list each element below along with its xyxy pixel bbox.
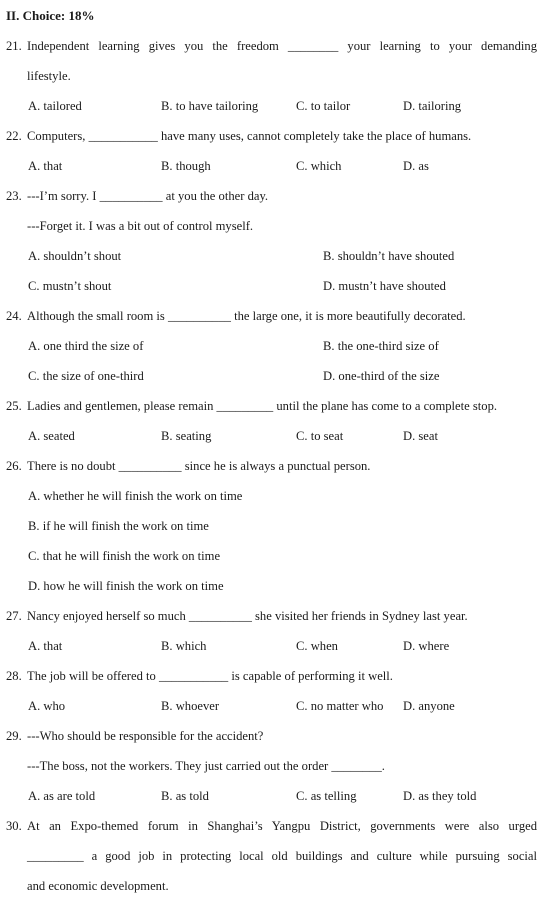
option-a[interactable]: A. that (28, 159, 63, 173)
option-d[interactable]: D. how he will finish the work on time (28, 579, 224, 593)
option-d[interactable]: D. anyone (403, 699, 455, 713)
option-c[interactable]: C. no matter who (296, 699, 384, 713)
question-number: 24. (6, 309, 22, 323)
question-number: 21. (6, 39, 22, 53)
option-d[interactable]: D. one-third of the size (323, 369, 440, 383)
option-b[interactable]: B. whoever (161, 699, 220, 713)
question-stem: ---Who should be responsible for the accident? (27, 729, 264, 743)
option-a[interactable]: A. shouldn’t shout (28, 249, 122, 263)
option-d[interactable]: D. tailoring (403, 99, 462, 113)
option-d[interactable]: D. as they told (403, 789, 477, 803)
option-b[interactable]: B. to have tailoring (161, 99, 259, 113)
question-stem: ---I’m sorry. I __________ at you the other day. (27, 189, 269, 203)
option-b[interactable]: B. as told (161, 789, 209, 803)
option-c[interactable]: C. to seat (296, 429, 344, 443)
option-d[interactable]: D. where (403, 639, 450, 653)
question-stem: At an Expo-themed forum in Shanghai’s Yangpu District, governments were also urged (27, 819, 537, 833)
option-a[interactable]: A. that (28, 639, 63, 653)
question-number: 25. (6, 399, 22, 413)
question-number: 26. (6, 459, 22, 473)
question-stem: Although the small room is __________ the large one, it is more beautifully decorated. (27, 309, 466, 323)
question-stem-reply: ---The boss, not the workers. They just carried out the order ________. (27, 759, 385, 773)
question-stem-continued: lifestyle. (27, 69, 71, 83)
option-b[interactable]: B. which (161, 639, 207, 653)
option-a[interactable]: A. whether he will finish the work on time (28, 489, 243, 503)
question-number: 23. (6, 189, 22, 203)
option-a[interactable]: A. as are told (28, 789, 96, 803)
question-stem: Ladies and gentlemen, please remain _________ until the plane has come to a complete stop. (27, 399, 498, 413)
question-number: 27. (6, 609, 22, 623)
question-stem-continued: _________ a good job in protecting local old buildings and culture while pursuing social (27, 849, 537, 863)
option-d[interactable]: D. as (403, 159, 429, 173)
question-stem: Computers, ___________ have many uses, cannot completely take the place of humans. (27, 129, 472, 143)
option-a[interactable]: A. seated (28, 429, 75, 443)
option-c[interactable]: C. when (296, 639, 338, 653)
question-stem: Nancy enjoyed herself so much __________ she visited her friends in Sydney last year. (27, 609, 468, 623)
option-b[interactable]: B. shouldn’t have shouted (323, 249, 455, 263)
question-number: 22. (6, 129, 22, 143)
option-a[interactable]: A. tailored (28, 99, 82, 113)
question-stem: There is no doubt __________ since he is always a punctual person. (27, 459, 371, 473)
option-b[interactable]: B. though (161, 159, 211, 173)
option-c[interactable]: C. as telling (296, 789, 357, 803)
question-stem-reply: ---Forget it. I was a bit out of control myself. (27, 219, 254, 233)
question-stem-continued: and economic development. (27, 879, 169, 893)
option-a[interactable]: A. who (28, 699, 66, 713)
question-stem: The job will be offered to ___________ is capable of performing it well. (27, 669, 393, 683)
section-title: II. Choice: 18% (6, 8, 95, 23)
option-d[interactable]: D. mustn’t have shouted (323, 279, 446, 293)
option-b[interactable]: B. seating (161, 429, 212, 443)
question-number: 30. (6, 819, 22, 833)
question-stem: Independent learning gives you the freedom ________ your learning to your demanding (27, 39, 537, 53)
option-c[interactable]: C. to tailor (296, 99, 351, 113)
question-number: 28. (6, 669, 22, 683)
option-d[interactable]: D. seat (403, 429, 438, 443)
option-c[interactable]: C. that he will finish the work on time (28, 549, 221, 563)
option-b[interactable]: B. if he will finish the work on time (28, 519, 209, 533)
option-b[interactable]: B. the one-third size of (323, 339, 439, 353)
option-a[interactable]: A. one third the size of (28, 339, 144, 353)
option-c[interactable]: C. which (296, 159, 342, 173)
question-number: 29. (6, 729, 22, 743)
option-c[interactable]: C. mustn’t shout (28, 279, 112, 293)
option-c[interactable]: C. the size of one-third (28, 369, 144, 383)
